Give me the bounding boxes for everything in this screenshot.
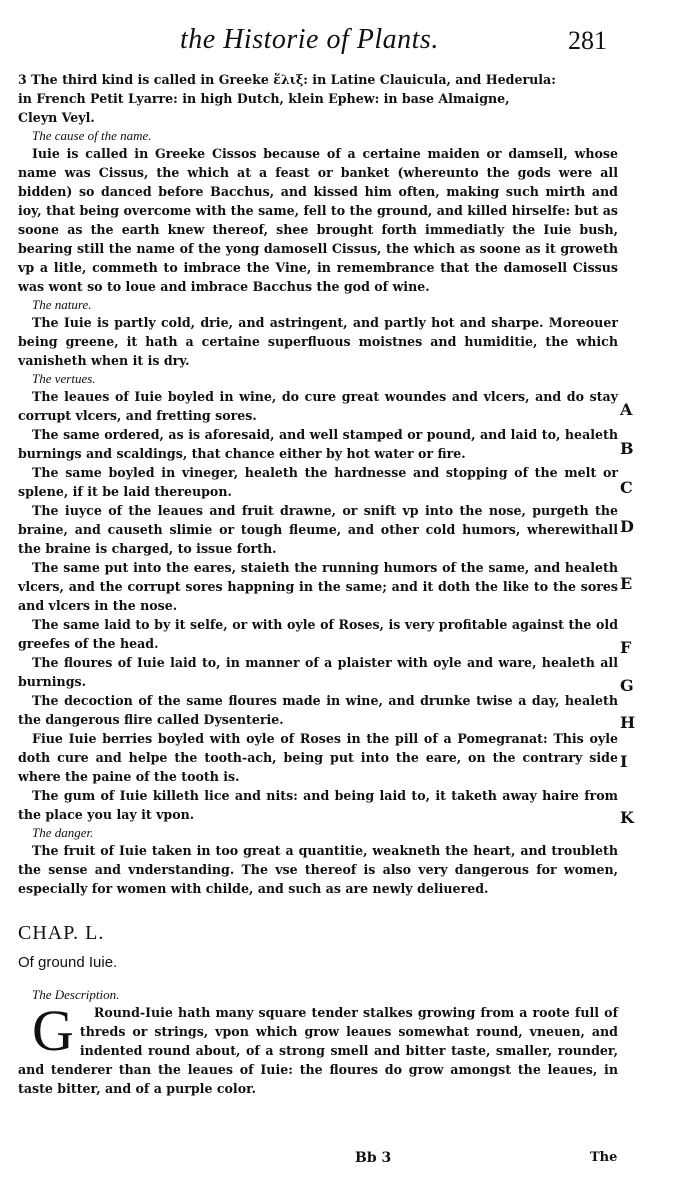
cause-paragraph: Iuie is called in Greeke Cissos because of a certaine maiden or damsell, whose name was Cissus, the which at a feast or banket (whereunto the gods were all bidden) so danced before Bacchus, and kissed him often, making such mirth and ioy, that being overcome with the same, fell to the ground, and killed hirselfe: but as soone as the earth knew thereof, shee brought forth immediatly the Iuie bush, bearing still the name of the yong damosell Cissus, the which as soone as it groweth vp a litle, commeth to imbrace the Vine, in remembrance that the damosell Cissus was wont so to loue and imbrace Bacchus the god of wine. xyxy=(18,146,618,294)
text-block xyxy=(18,70,618,1098)
description-paragraph xyxy=(18,998,618,1098)
vertue-paragraph-a: The leaues of Iuie boyled in wine, do cure great woundes and vlcers, and do stay corrupt vlcers, and fretting sores. xyxy=(18,389,618,423)
danger-paragraph: The fruit of Iuie taken in too great a quantitie, weakneth the heart, and troubleth the sense and vnderstanding. The vse thereof is also very dangerous for women, especially for women with childe, and such as are newly deliuered. xyxy=(18,843,618,896)
vertue-paragraph-c: The same boyled in vineger, healeth the hardnesse and stopping of the melt or splene, if it be laid thereupon. xyxy=(18,465,618,499)
vertue-paragraph-k: The gum of Iuie killeth lice and nits: and being laid to, it taketh away haire from the place you lay it vpon. xyxy=(18,788,618,822)
page-footer xyxy=(0,1150,688,1180)
running-title: the Historie of Plants. xyxy=(180,24,439,55)
section-heading-nature: The nature. xyxy=(32,297,92,312)
margin-letter-i: I xyxy=(620,752,628,771)
section-heading-vertues: The vertues. xyxy=(32,371,96,386)
chapter-heading: CHAP. L. xyxy=(18,922,105,944)
intro-line-1: 3 The third kind is called in Greeke ἕλιξ: in Latine Clauicula, and Hederula: xyxy=(18,72,556,87)
margin-letter-a: A xyxy=(620,400,633,419)
margin-letter-d: D xyxy=(620,517,634,536)
chapter-title: Of ground Iuie. xyxy=(18,954,118,971)
intro-line-2: in French Petit Lyarre: in high Dutch, klein Ephew: in base Almaigne, xyxy=(18,91,510,106)
intro-line-3: Cleyn Veyl. xyxy=(18,110,95,125)
nature-paragraph: The Iuie is partly cold, drie, and astringent, and partly hot and sharpe. Moreouer being greene, it hath a certaine superfluous moistnes and humiditie, the which vanisheth when it is dry. xyxy=(18,315,618,368)
section-heading-cause: The cause of the name. xyxy=(32,128,152,143)
vertue-paragraph-f: The same laid to by it selfe, or with oyle of Roses, is very profitable against the old greefes of the head. xyxy=(18,617,618,651)
section-heading-description: The Description. xyxy=(32,987,120,1002)
signature-mark: Bb 3 xyxy=(355,1150,392,1166)
catchword: The xyxy=(590,1150,618,1165)
section-heading-danger: The danger. xyxy=(32,825,94,840)
vertue-paragraph-d: The iuyce of the leaues and fruit drawne, or snift vp into the nose, purgeth the braine, and causeth slimie or tough fleume, and other cold humors, wherewithall the braine is charged, to issue forth. xyxy=(18,503,618,556)
margin-letter-f: F xyxy=(620,638,632,657)
vertue-paragraph-e: The same put into the eares, staieth the running humors of the same, and healeth vlcers, and the corrupt sores happning in the same; and it doth the like to the sores and vlcers in the nose. xyxy=(18,560,618,613)
margin-letter-e: E xyxy=(620,574,633,593)
vertue-paragraph-h: The decoction of the same floures made in wine, and drunke twise a day, healeth the dangerous flire called Dysenterie. xyxy=(18,693,618,727)
drop-capital: G xyxy=(32,998,74,1063)
description-text: Round-Iuie hath many square tender stalkes growing from a roote full of threds or strings, vpon which grow leaues somewhat round, vneuen, and indented round about, of a strong smell and bitter taste, smaller, rounder, and tenderer than the leaues of Iuie: the floures do grow amongst the leaues, in taste bitter, and of a purple color. xyxy=(18,1005,618,1096)
vertue-paragraph-b: The same ordered, as is aforesaid, and well stamped or pound, and laid to, healeth burnings and scaldings, that chance either by hot water or fire. xyxy=(18,427,618,461)
vertue-paragraph-g: The floures of Iuie laid to, in manner of a plaister with oyle and ware, healeth all burnings. xyxy=(18,655,618,689)
margin-letter-g: G xyxy=(620,676,634,695)
running-head xyxy=(0,22,688,62)
margin-letter-b: B xyxy=(620,439,634,458)
margin-letter-c: C xyxy=(620,478,633,497)
margin-letter-h: H xyxy=(620,713,636,732)
vertue-paragraph-i: Fiue Iuie berries boyled with oyle of Roses in the pill of a Pomegranat: This oyle doth cure and helpe the tooth-ach, being put into the eare, on the contrary side where the paine of the tooth is. xyxy=(18,731,618,784)
page-number: 281 xyxy=(568,26,607,55)
margin-letter-k: K xyxy=(620,808,634,827)
